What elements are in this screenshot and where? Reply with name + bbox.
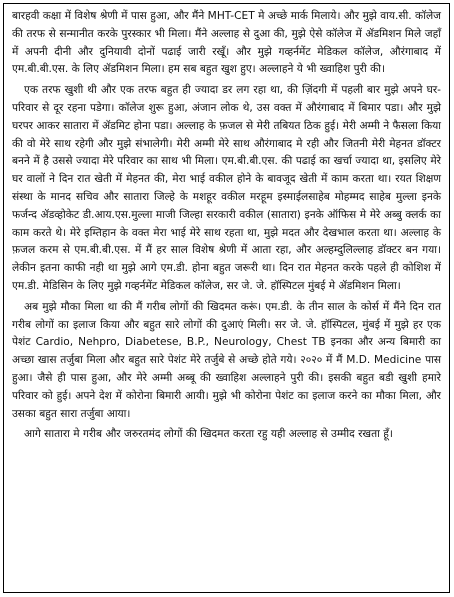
paragraph-2: एक तरफ खुशी थी और एक तरफ बहुत ही ज्यादा डर लग रहा था, की ज़िंदगी में पहली बार मुझे अपने घर-परिवार से दूर रहना पडेगा। कॉलेज शुरू हुआ, अंजान लोक थे, उस वक्त में औरंगाबाद में बिमार पडा। और मुझे घरपर आकर सातारा में ॲडमिट होना पडा। अल्लाह के फ़जल से मेरी तबियत ठिक हुई। मेरी अम्मी ने फैसला किया की वो मेरे साथ रहेगी और मुझे संभालेगी। मेरी अम्मी मेरे साथ औरंगाबाद मे रही और जितनी मेरी मेहनत डॉक्टर बनने में है उससे ज्यादा मेरे परिवार का साथ भी मिला। एम.बी.बी.एस. की पढाई का खर्चा ज्यादा था, इसलिए मेरे घर वालों ने दिन रात खेती में मेहनत की, मेरा भाई वकील होने के बावजूद खेती में काम करता था। रयत शिक्षण संस्था के मानद सचिव और सातारा जिल्हे के मशहूर वकील मरहूम इस्माईलसाहेब मोहम्मद साहेब मुल्ला इनके फर्जन्द ॲडव्होकेट डी.आय.एस.मुल्ला माजी जिल्हा सरकारी वकील (सातारा) इनके ऑफिस मे मेरे अब्बु क्लर्क का काम करते थे। मेरे इम्तिहान के वक्त मेरा भाई मेरे साथ रहता था, मुझे मदत और देखभाल करता था। अल्लाह के फ़जल करम से एम.बी.बी.एस. में मैं हर साल विशेष श्रेणी में आता रहा, और अल्हम्दुलिल्लाह डॉक्टर बन गया। लेकीन इतना काफी नही था मुझे आगे एम.डी. होना बहुत जरूरी था। दिन रात मेहनत करके पहले ही कोशिश में एम.डी. मेडिसिन के लिए मुझे गव्हर्नमेंट मेडिकल कॉलेज, सर जे. जे. हॉस्पिटल मुंबई मे ॲडमिशन मिला।: [12, 84, 441, 292]
paragraph-1: बारहवी कक्षा में विशेष श्रेणी में पास हुआ, और मैंने MHT-CET मे अच्छे मार्क मिलाये। और मुझे वाय.सी. कॉलेज की तरफ से सन्मानीत करके पुरस्कार भी मिला। मैंने अल्लाह से दुआ की, मुझे ऐसे कॉलेज में ॲडमिशन मिले जहाँ में अपनी दीनी और दुनियावी दोनों पढाई जारी रखूँ। और मुझे गव्हर्नमेंट मेडिकल कॉलेज, औरंगाबाद में एम.बी.बी.एस. के लिए ॲडमिशन मिला। हम सब बहुत खुश हुए। अल्लाहने ये भी ख्वाहिश पुरी की।: [12, 10, 441, 76]
paragraph-4: आगे सातारा मे गरीब और जरुरतमंद लोगों की खिदमत करता रहु यही अल्लाह से उम्मीद रखता हूँ।: [24, 428, 393, 441]
paragraph-3: अब मुझे मौका मिला था की मैं गरीब लोगों की खिदमत करूं। एम.डी. के तीन साल के कोर्स में मैंने दिन रात गरीब लोगों का इलाज किया और बहुत सारे लोगों की दुआएं मिली। सर जे. जे. हॉस्पिटल, मुंबई में मुझे हर एक पेशंट Cardio, Nehpro, Diabetese, B.P., Neurology, Chest TB इनका और अन्य बिमारी का अच्छा खास तर्जुबा मिला और बहुत सारे पेशंट मेरे तर्जुबे से अच्छे होते गये। २०२० में मैं M.D. Medicine पास हुआ। जैसे ही पास हुआ, और मेरे अम्मी अब्बू की ख्वाहिश अल्लाहने पुरी की। इसकी बहुत बडी खुशी हमारे परिवार को हुई। अपने देश में कोरोना बिमारी आयी। मुझे भी कोरोना पेशंट का इलाज करने का मौका मिला, और उसका बहुत सारा तर्जुबा आया।: [12, 300, 441, 420]
text-frame: [3, 3, 450, 593]
